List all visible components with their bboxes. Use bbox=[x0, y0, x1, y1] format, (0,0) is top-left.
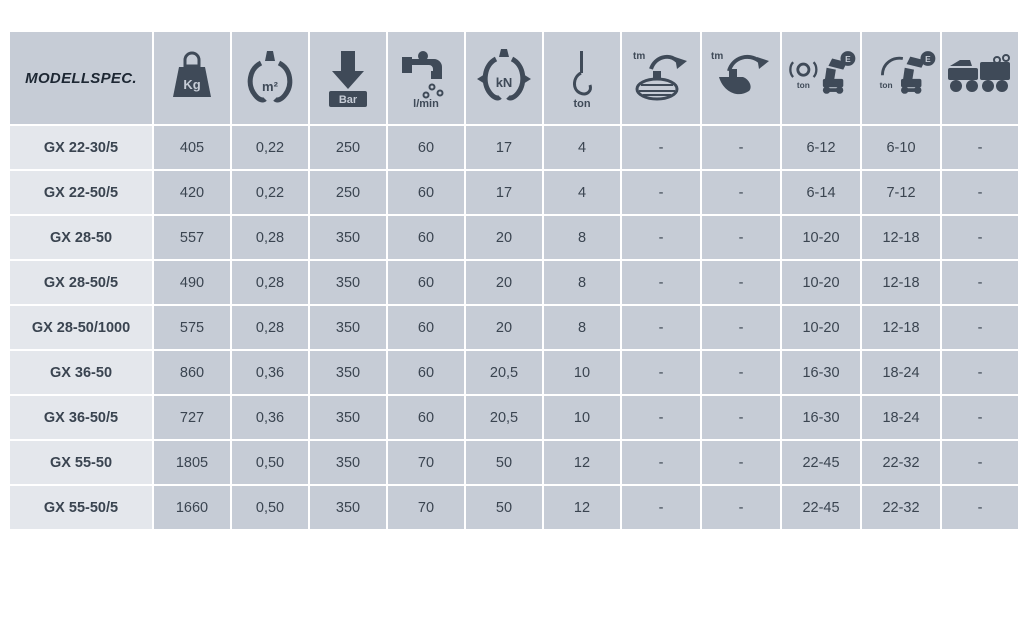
svg-text:ton: ton bbox=[573, 98, 591, 109]
model-name: GX 22-30/5 bbox=[10, 126, 152, 169]
cell-truck: - bbox=[942, 261, 1018, 304]
cell-crane-tm-b: - bbox=[702, 126, 780, 169]
cell-flow: 60 bbox=[388, 126, 464, 169]
cell-crane-tm-b: - bbox=[702, 441, 780, 484]
svg-text:E: E bbox=[845, 54, 851, 65]
table-body bbox=[10, 126, 1018, 529]
column-header-pressure bbox=[310, 32, 386, 124]
cell-truck: - bbox=[942, 351, 1018, 394]
model-name: GX 55-50/5 bbox=[10, 486, 152, 529]
svg-text:ton: ton bbox=[879, 80, 893, 91]
cell-capacity: 8 bbox=[544, 261, 620, 304]
model-name: GX 28-50 bbox=[10, 216, 152, 259]
model-name: GX 55-50 bbox=[10, 441, 152, 484]
rotator-excavator-ton-icon bbox=[782, 32, 860, 124]
model-name: GX 36-50 bbox=[10, 351, 152, 394]
weight-hook-kg-icon bbox=[154, 32, 230, 124]
svg-text:l/min: l/min bbox=[413, 98, 439, 109]
svg-text:Kg: Kg bbox=[183, 77, 201, 92]
cell-truck: - bbox=[942, 486, 1018, 529]
cell-excavator: 6-10 bbox=[862, 126, 940, 169]
cell-area: 0,36 bbox=[232, 396, 308, 439]
cell-pressure: 350 bbox=[310, 486, 386, 529]
cell-area: 0,28 bbox=[232, 216, 308, 259]
faucet-flow-icon bbox=[388, 32, 464, 124]
cell-excavator: 12-18 bbox=[862, 261, 940, 304]
svg-text:E: E bbox=[925, 54, 931, 65]
table-row bbox=[10, 261, 1018, 304]
grapple-area-icon bbox=[232, 32, 308, 124]
cell-excavator: 18-24 bbox=[862, 396, 940, 439]
cell-truck: - bbox=[942, 306, 1018, 349]
cell-flow: 60 bbox=[388, 396, 464, 439]
cell-excavator: 22-32 bbox=[862, 486, 940, 529]
table-header-row bbox=[10, 32, 1018, 124]
cell-capacity: 4 bbox=[544, 126, 620, 169]
cell-crane-tm-a: - bbox=[622, 171, 700, 214]
cell-excavator: 12-18 bbox=[862, 216, 940, 259]
closing-force-kn-icon bbox=[466, 32, 542, 124]
cell-crane-tm-b: - bbox=[702, 351, 780, 394]
cell-capacity: 12 bbox=[544, 486, 620, 529]
svg-text:kN: kN bbox=[495, 75, 513, 90]
cell-rotator: 22-45 bbox=[782, 486, 860, 529]
column-header-weight bbox=[154, 32, 230, 124]
cell-pressure: 350 bbox=[310, 351, 386, 394]
cell-weight: 490 bbox=[154, 261, 230, 304]
table-row bbox=[10, 306, 1018, 349]
cell-weight: 860 bbox=[154, 351, 230, 394]
cell-rotator: 16-30 bbox=[782, 351, 860, 394]
cell-truck: - bbox=[942, 171, 1018, 214]
cell-excavator: 12-18 bbox=[862, 306, 940, 349]
cell-capacity: 8 bbox=[544, 216, 620, 259]
column-header-rotator bbox=[782, 32, 860, 124]
svg-text:m²: m² bbox=[262, 79, 278, 94]
clamshell-grapple-tm-icon bbox=[702, 32, 780, 124]
cell-capacity: 12 bbox=[544, 441, 620, 484]
cell-excavator: 22-32 bbox=[862, 441, 940, 484]
cell-area: 0,28 bbox=[232, 306, 308, 349]
model-name: GX 22-50/5 bbox=[10, 171, 152, 214]
table-row bbox=[10, 171, 1018, 214]
cell-rotator: 10-20 bbox=[782, 216, 860, 259]
cell-crane-tm-a: - bbox=[622, 126, 700, 169]
cell-weight: 405 bbox=[154, 126, 230, 169]
cell-crane-tm-b: - bbox=[702, 486, 780, 529]
cell-force: 50 bbox=[466, 486, 542, 529]
cell-flow: 70 bbox=[388, 441, 464, 484]
column-header-force bbox=[466, 32, 542, 124]
cell-crane-tm-b: - bbox=[702, 306, 780, 349]
column-header-truck bbox=[942, 32, 1018, 124]
cell-force: 20,5 bbox=[466, 351, 542, 394]
column-header-area bbox=[232, 32, 308, 124]
cell-pressure: 250 bbox=[310, 126, 386, 169]
cell-capacity: 10 bbox=[544, 351, 620, 394]
cell-crane-tm-a: - bbox=[622, 261, 700, 304]
cell-force: 17 bbox=[466, 126, 542, 169]
model-name: GX 28-50/5 bbox=[10, 261, 152, 304]
cell-truck: - bbox=[942, 216, 1018, 259]
cell-rotator: 10-20 bbox=[782, 261, 860, 304]
cell-weight: 575 bbox=[154, 306, 230, 349]
cell-excavator: 18-24 bbox=[862, 351, 940, 394]
truck-carrier-icon bbox=[942, 32, 1018, 124]
cell-rotator: 6-12 bbox=[782, 126, 860, 169]
cell-flow: 70 bbox=[388, 486, 464, 529]
cell-pressure: 250 bbox=[310, 171, 386, 214]
cell-force: 20 bbox=[466, 216, 542, 259]
cell-force: 20 bbox=[466, 306, 542, 349]
table-row bbox=[10, 396, 1018, 439]
column-header-crane-tm-b bbox=[702, 32, 780, 124]
cell-crane-tm-b: - bbox=[702, 171, 780, 214]
column-header-flow bbox=[388, 32, 464, 124]
cell-flow: 60 bbox=[388, 306, 464, 349]
cell-capacity: 8 bbox=[544, 306, 620, 349]
cell-flow: 60 bbox=[388, 171, 464, 214]
cell-flow: 60 bbox=[388, 216, 464, 259]
cell-truck: - bbox=[942, 126, 1018, 169]
cell-area: 0,36 bbox=[232, 351, 308, 394]
cell-crane-tm-a: - bbox=[622, 351, 700, 394]
model-spec-table bbox=[8, 30, 1020, 531]
table-row bbox=[10, 351, 1018, 394]
cell-pressure: 350 bbox=[310, 396, 386, 439]
cell-weight: 727 bbox=[154, 396, 230, 439]
cell-rotator: 22-45 bbox=[782, 441, 860, 484]
cell-rotator: 16-30 bbox=[782, 396, 860, 439]
table-row bbox=[10, 216, 1018, 259]
column-header-crane-tm-a bbox=[622, 32, 700, 124]
crane-hook-ton-icon bbox=[544, 32, 620, 124]
svg-text:Bar: Bar bbox=[338, 94, 358, 106]
cell-weight: 557 bbox=[154, 216, 230, 259]
svg-text:tm: tm bbox=[711, 51, 724, 62]
table-row bbox=[10, 441, 1018, 484]
timber-grapple-tm-icon bbox=[622, 32, 700, 124]
cell-weight: 1660 bbox=[154, 486, 230, 529]
cell-crane-tm-a: - bbox=[622, 486, 700, 529]
cell-force: 17 bbox=[466, 171, 542, 214]
cell-flow: 60 bbox=[388, 351, 464, 394]
pressure-arrow-bar-icon bbox=[310, 32, 386, 124]
svg-text:ton: ton bbox=[796, 80, 810, 91]
column-header-excavator bbox=[862, 32, 940, 124]
cell-pressure: 350 bbox=[310, 216, 386, 259]
cell-crane-tm-a: - bbox=[622, 306, 700, 349]
cell-crane-tm-a: - bbox=[622, 396, 700, 439]
cell-pressure: 350 bbox=[310, 441, 386, 484]
cell-force: 20 bbox=[466, 261, 542, 304]
cell-rotator: 6-14 bbox=[782, 171, 860, 214]
cell-rotator: 10-20 bbox=[782, 306, 860, 349]
cell-area: 0,50 bbox=[232, 486, 308, 529]
model-name: GX 28-50/1000 bbox=[10, 306, 152, 349]
cell-capacity: 4 bbox=[544, 171, 620, 214]
cell-area: 0,50 bbox=[232, 441, 308, 484]
cell-flow: 60 bbox=[388, 261, 464, 304]
cell-weight: 1805 bbox=[154, 441, 230, 484]
cell-pressure: 350 bbox=[310, 306, 386, 349]
table-corner-label: MODELLSPEC. bbox=[10, 32, 152, 124]
table-row bbox=[10, 126, 1018, 169]
cell-area: 0,28 bbox=[232, 261, 308, 304]
cell-weight: 420 bbox=[154, 171, 230, 214]
cell-pressure: 350 bbox=[310, 261, 386, 304]
cell-crane-tm-b: - bbox=[702, 396, 780, 439]
cell-crane-tm-a: - bbox=[622, 216, 700, 259]
cell-area: 0,22 bbox=[232, 126, 308, 169]
model-name: GX 36-50/5 bbox=[10, 396, 152, 439]
cell-crane-tm-b: - bbox=[702, 261, 780, 304]
spec-table-container bbox=[8, 30, 1016, 590]
cell-crane-tm-a: - bbox=[622, 441, 700, 484]
cell-area: 0,22 bbox=[232, 171, 308, 214]
cell-truck: - bbox=[942, 441, 1018, 484]
cell-crane-tm-b: - bbox=[702, 216, 780, 259]
cell-force: 20,5 bbox=[466, 396, 542, 439]
svg-text:tm: tm bbox=[633, 51, 646, 62]
cell-force: 50 bbox=[466, 441, 542, 484]
table-row bbox=[10, 486, 1018, 529]
cell-capacity: 10 bbox=[544, 396, 620, 439]
column-header-capacity bbox=[544, 32, 620, 124]
excavator-ton-icon bbox=[862, 32, 940, 124]
cell-truck: - bbox=[942, 396, 1018, 439]
cell-excavator: 7-12 bbox=[862, 171, 940, 214]
